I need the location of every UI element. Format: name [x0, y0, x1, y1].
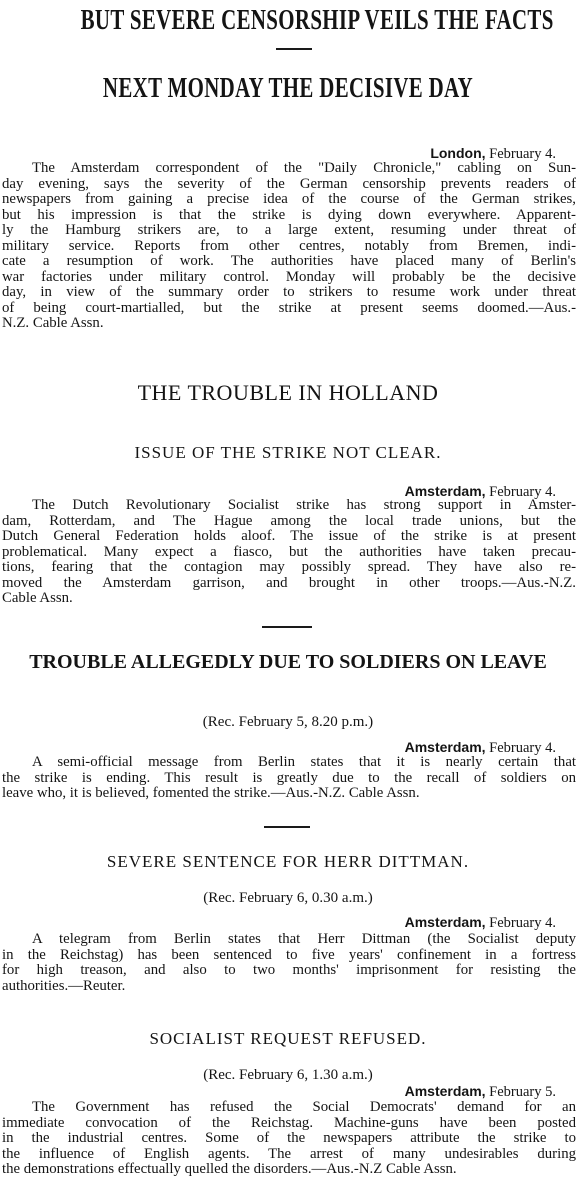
article-body — [2, 932, 576, 994]
article-heading: THE TROUBLE IN HOLLAND — [137, 380, 439, 405]
article-heading: TROUBLE ALLEGEDLY DUE TO SOLDIERS ON LEAVE — [29, 651, 547, 673]
dateline-date: February 5. — [489, 1084, 556, 1100]
divider-rule — [276, 48, 312, 50]
text-line: authorities.—Reuter. — [2, 977, 126, 994]
text-line: A semi-official message from Berlin states that it is nearly certain that — [32, 754, 576, 770]
dateline-place: Amsterdam, — [404, 483, 486, 499]
dateline-date: February 4. — [489, 484, 556, 500]
received-note: (Rec. February 5, 8.20 p.m.) — [202, 714, 374, 730]
text-line: newspapers from gaining a precise idea of the course of the German strikes, — [2, 191, 576, 207]
dateline-date: February 4. — [489, 146, 556, 162]
text-line: The Dutch Revolutionary Socialist strike has strong support in Amster- — [32, 497, 576, 513]
article-body — [2, 1100, 576, 1178]
text-line: of being court-martialled, but the strike at present seems doomed.—Aus.- — [2, 299, 576, 316]
dateline-place: Amsterdam, — [404, 739, 486, 755]
divider-rule — [264, 826, 310, 828]
text-line: A telegram from Berlin states that Herr Dittman (the Socialist deputy — [32, 931, 576, 947]
text-line: for high treason, and also to two months' imprisonment for resisting the — [2, 962, 576, 978]
text-line: war factories under military control. Monday will probably be the decisive — [2, 268, 576, 285]
text-line: day evening, says the severity of the German censorship prevents readers of — [2, 175, 576, 192]
dateline-date: February 4. — [489, 740, 556, 756]
text-line: the demonstrations effectually quelled the disorders.—Aus.-N.Z Cable Assn. — [2, 1161, 457, 1177]
text-line: the strike is ending. This result is greatly due to the recall of soldiers on — [2, 769, 576, 786]
text-line: in the industrial centres. Some of the newspapers attribute the strike to — [2, 1130, 576, 1146]
headline-second: NEXT MONDAY THE DECISIVE DAY — [102, 72, 474, 104]
text-line: The Government has refused the Social Democrats' demand for an — [32, 1099, 576, 1115]
dateline-place: London, — [430, 145, 486, 161]
text-line: but his impression is that the strike is dying down everywhere. Apparent- — [2, 206, 576, 223]
text-line: problematical. Many expect a fiasco, but the authorities have taken precau- — [2, 543, 576, 560]
text-line: ly the Hamburg strikers are, to a large extent, resuming under threat of — [2, 222, 576, 238]
divider-rule — [262, 626, 312, 628]
text-line: in the Reichstag) has been sentenced to five years' confinement in a fortress — [2, 946, 576, 963]
text-line: Cable Assn. — [2, 590, 73, 606]
dateline-place: Amsterdam, — [404, 914, 486, 930]
text-line: dam, Rotterdam, and The Hague among the local trade unions, but the — [2, 512, 576, 529]
text-line: immediate convocation of the Reichstag. Machine-guns have been posted — [2, 1114, 576, 1131]
article-subheading: ISSUE OF THE STRIKE NOT CLEAR. — [134, 443, 442, 462]
text-line: Dutch General Federation holds aloof. The issue of the strike is at present — [2, 528, 576, 544]
text-line: leave who, it is believed, fomented the strike.—Aus.-N.Z. Cable Assn. — [2, 785, 420, 801]
article-heading: SOCIALIST REQUEST REFUSED. — [149, 1029, 427, 1048]
text-line: cate a resumption of work. The authorities have placed many of Berlin's — [2, 253, 576, 269]
article-heading: SEVERE SENTENCE FOR HERR DITTMAN. — [106, 852, 470, 871]
text-line: military service. Reports from other centres, notably from Bremen, indi- — [2, 237, 576, 254]
dateline-date: February 4. — [489, 915, 556, 931]
text-line: the influence of English agents. The arrest of many undesirables during — [2, 1145, 576, 1162]
text-line: tions, fearing that the contagion may possibly spread. They have also re- — [2, 559, 576, 575]
text-line: day, in view of the summary order to strikers to resume work under threat — [2, 284, 576, 300]
text-line: N.Z. Cable Assn. — [2, 315, 104, 331]
article-body — [2, 498, 576, 607]
text-line: moved the Amsterdam garrison, and brought in other troops.—Aus.-N.Z. — [2, 574, 576, 591]
article-body — [2, 161, 576, 332]
dateline — [405, 913, 556, 932]
article-body — [2, 755, 576, 802]
received-note: (Rec. February 6, 0.30 a.m.) — [203, 890, 373, 906]
headline-top: BUT SEVERE CENSORSHIP VEILS THE FACTS — [80, 4, 554, 36]
text-line: The Amsterdam correspondent of the "Daily Chronicle," cabling on Sun- — [32, 160, 576, 176]
received-note: (Rec. February 6, 1.30 a.m.) — [203, 1067, 373, 1083]
dateline-place: Amsterdam, — [404, 1083, 486, 1099]
